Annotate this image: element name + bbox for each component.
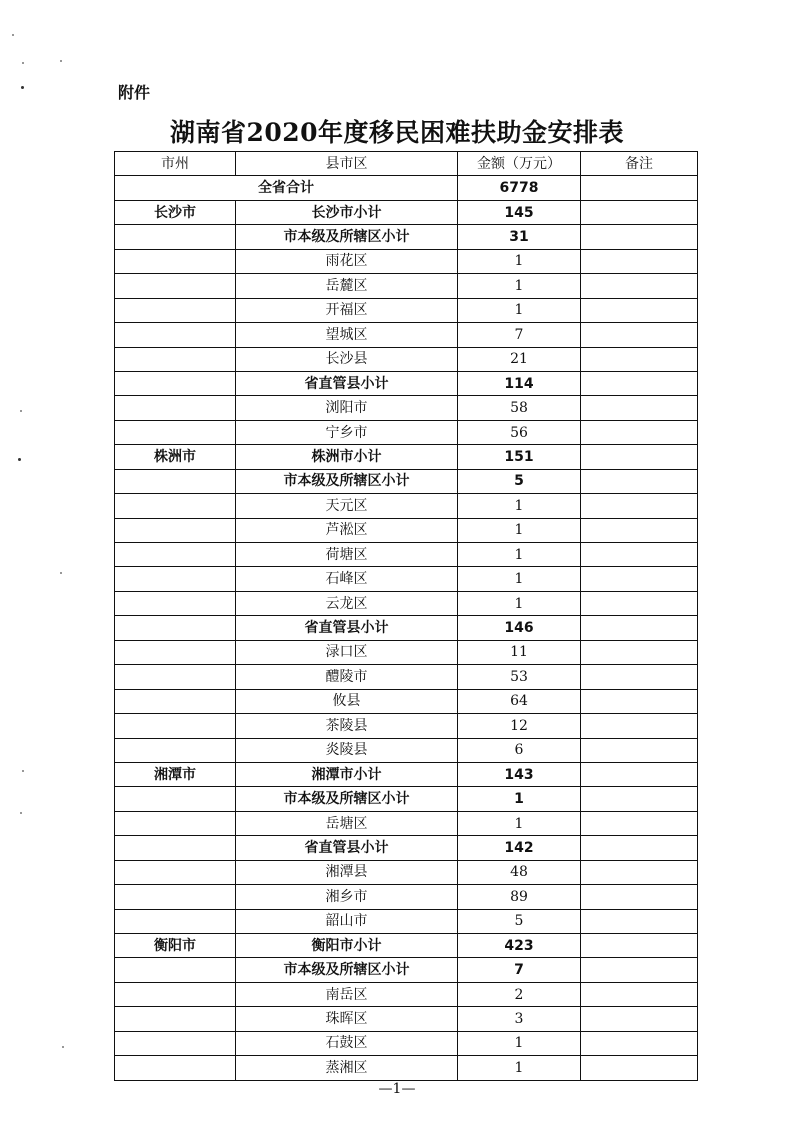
county-cell: 市本级及所辖区小计 (236, 225, 458, 249)
city-cell (115, 347, 236, 371)
scan-speck (12, 34, 14, 36)
county-cell: 湘潭市小计 (236, 762, 458, 786)
amount-cell: 3 (458, 1007, 581, 1031)
note-cell (581, 274, 698, 298)
note-cell (581, 371, 698, 395)
table-row (115, 738, 698, 762)
amount-cell: 6 (458, 738, 581, 762)
amount-cell: 89 (458, 885, 581, 909)
county-cell: 南岳区 (236, 982, 458, 1006)
city-cell: 长沙市 (115, 200, 236, 224)
county-cell: 荷塘区 (236, 543, 458, 567)
amount-cell: 5 (458, 909, 581, 933)
county-cell: 蒸湘区 (236, 1056, 458, 1080)
table-row (115, 225, 698, 249)
note-cell (581, 982, 698, 1006)
city-cell (115, 420, 236, 444)
city-cell (115, 885, 236, 909)
note-cell (581, 958, 698, 982)
table-row (115, 249, 698, 273)
table-row (115, 934, 698, 958)
amount-cell: 1 (458, 518, 581, 542)
note-cell (581, 347, 698, 371)
header-city: 市州 (115, 152, 236, 176)
note-cell (581, 249, 698, 273)
table-row (115, 298, 698, 322)
county-cell: 宁乡市 (236, 420, 458, 444)
scan-speck (20, 812, 22, 814)
note-cell (581, 738, 698, 762)
city-cell (115, 371, 236, 395)
amount-cell: 1 (458, 787, 581, 811)
table-row (115, 1007, 698, 1031)
county-cell: 望城区 (236, 323, 458, 347)
city-cell (115, 787, 236, 811)
city-cell (115, 543, 236, 567)
header-amount: 金额（万元） (458, 152, 581, 176)
county-cell: 韶山市 (236, 909, 458, 933)
county-cell: 长沙市小计 (236, 200, 458, 224)
city-cell (115, 982, 236, 1006)
scan-speck (22, 62, 24, 64)
note-cell (581, 1056, 698, 1080)
amount-cell: 143 (458, 762, 581, 786)
county-cell: 岳塘区 (236, 811, 458, 835)
note-cell (581, 518, 698, 542)
table-row (115, 762, 698, 786)
amount-cell: 1 (458, 494, 581, 518)
amount-cell: 58 (458, 396, 581, 420)
city-cell (115, 689, 236, 713)
county-cell: 衡阳市小计 (236, 934, 458, 958)
county-cell: 浏阳市 (236, 396, 458, 420)
total-row (115, 176, 698, 200)
amount-cell: 53 (458, 665, 581, 689)
table-row (115, 665, 698, 689)
amount-cell: 31 (458, 225, 581, 249)
table-row (115, 836, 698, 860)
note-cell (581, 714, 698, 738)
county-cell: 炎陵县 (236, 738, 458, 762)
county-cell: 省直管县小计 (236, 371, 458, 395)
city-cell: 株洲市 (115, 445, 236, 469)
table-row (115, 982, 698, 1006)
table-row (115, 518, 698, 542)
county-cell: 岳麓区 (236, 274, 458, 298)
amount-cell: 114 (458, 371, 581, 395)
county-cell: 渌口区 (236, 640, 458, 664)
county-cell: 湘乡市 (236, 885, 458, 909)
scan-speck (20, 410, 22, 412)
amount-cell: 11 (458, 640, 581, 664)
city-cell (115, 469, 236, 493)
note-cell (581, 836, 698, 860)
header-note: 备注 (581, 152, 698, 176)
attachment-label: 附件 (118, 83, 151, 102)
county-cell: 株洲市小计 (236, 445, 458, 469)
amount-cell: 48 (458, 860, 581, 884)
city-cell (115, 836, 236, 860)
county-cell: 攸县 (236, 689, 458, 713)
amount-cell: 56 (458, 420, 581, 444)
table-row (115, 591, 698, 615)
county-cell: 湘潭县 (236, 860, 458, 884)
city-cell (115, 811, 236, 835)
city-cell: 衡阳市 (115, 934, 236, 958)
table-row (115, 347, 698, 371)
table-row (115, 787, 698, 811)
amount-cell: 142 (458, 836, 581, 860)
amount-cell: 1 (458, 591, 581, 615)
table-row (115, 543, 698, 567)
note-cell (581, 787, 698, 811)
amount-cell: 21 (458, 347, 581, 371)
note-cell (581, 323, 698, 347)
county-cell: 市本级及所辖区小计 (236, 958, 458, 982)
city-cell (115, 225, 236, 249)
amount-cell: 151 (458, 445, 581, 469)
table-row (115, 420, 698, 444)
city-cell (115, 518, 236, 542)
city-cell (115, 909, 236, 933)
table-row (115, 689, 698, 713)
note-cell (581, 616, 698, 640)
scan-speck (60, 572, 62, 574)
table-row (115, 885, 698, 909)
city-cell (115, 640, 236, 664)
city-cell (115, 860, 236, 884)
scan-speck (22, 770, 24, 772)
county-cell: 珠晖区 (236, 1007, 458, 1031)
document-title: 湖南省2020年度移民困难扶助金安排表 (169, 118, 625, 147)
table-row (115, 274, 698, 298)
amount-cell: 7 (458, 323, 581, 347)
county-cell: 天元区 (236, 494, 458, 518)
table-row (115, 445, 698, 469)
scan-speck (18, 458, 21, 461)
note-cell (581, 1007, 698, 1031)
table-row (115, 371, 698, 395)
city-cell (115, 591, 236, 615)
county-cell: 省直管县小计 (236, 836, 458, 860)
amount-cell: 423 (458, 934, 581, 958)
note-cell (581, 494, 698, 518)
note-cell (581, 543, 698, 567)
table-row (115, 200, 698, 224)
amount-cell: 1 (458, 543, 581, 567)
total-note (581, 176, 698, 200)
table-row (115, 1031, 698, 1055)
note-cell (581, 762, 698, 786)
table-row (115, 567, 698, 591)
amount-cell: 145 (458, 200, 581, 224)
county-cell: 雨花区 (236, 249, 458, 273)
county-cell: 开福区 (236, 298, 458, 322)
county-cell: 芦淞区 (236, 518, 458, 542)
table-row (115, 811, 698, 835)
county-cell: 石鼓区 (236, 1031, 458, 1055)
city-cell: 湘潭市 (115, 762, 236, 786)
amount-cell: 7 (458, 958, 581, 982)
table-row (115, 958, 698, 982)
county-cell: 市本级及所辖区小计 (236, 787, 458, 811)
amount-cell: 2 (458, 982, 581, 1006)
note-cell (581, 665, 698, 689)
table-row (115, 1056, 698, 1080)
city-cell (115, 249, 236, 273)
note-cell (581, 225, 698, 249)
table-row (115, 909, 698, 933)
amount-cell: 1 (458, 298, 581, 322)
note-cell (581, 689, 698, 713)
county-cell: 石峰区 (236, 567, 458, 591)
page-number: —1— (378, 1081, 416, 1097)
amount-cell: 1 (458, 567, 581, 591)
county-cell: 茶陵县 (236, 714, 458, 738)
city-cell (115, 1031, 236, 1055)
city-cell (115, 738, 236, 762)
note-cell (581, 420, 698, 444)
table-row (115, 640, 698, 664)
county-cell: 市本级及所辖区小计 (236, 469, 458, 493)
city-cell (115, 714, 236, 738)
note-cell (581, 811, 698, 835)
note-cell (581, 567, 698, 591)
note-cell (581, 885, 698, 909)
total-label: 全省合计 (115, 176, 458, 200)
note-cell (581, 640, 698, 664)
city-cell (115, 665, 236, 689)
city-cell (115, 274, 236, 298)
county-cell: 醴陵市 (236, 665, 458, 689)
city-cell (115, 494, 236, 518)
city-cell (115, 567, 236, 591)
table-row (115, 616, 698, 640)
note-cell (581, 591, 698, 615)
scan-speck (60, 60, 62, 62)
county-cell: 长沙县 (236, 347, 458, 371)
allocation-table (114, 151, 698, 1081)
table-row (115, 469, 698, 493)
scan-speck (21, 86, 24, 89)
city-cell (115, 616, 236, 640)
county-cell: 云龙区 (236, 591, 458, 615)
amount-cell: 1 (458, 249, 581, 273)
amount-cell: 5 (458, 469, 581, 493)
amount-cell: 12 (458, 714, 581, 738)
amount-cell: 1 (458, 811, 581, 835)
amount-cell: 64 (458, 689, 581, 713)
county-cell: 省直管县小计 (236, 616, 458, 640)
city-cell (115, 958, 236, 982)
note-cell (581, 445, 698, 469)
header-county: 县市区 (236, 152, 458, 176)
city-cell (115, 298, 236, 322)
city-cell (115, 396, 236, 420)
amount-cell: 1 (458, 274, 581, 298)
amount-cell: 146 (458, 616, 581, 640)
note-cell (581, 298, 698, 322)
amount-cell: 1 (458, 1031, 581, 1055)
table-row (115, 323, 698, 347)
amount-cell: 1 (458, 1056, 581, 1080)
note-cell (581, 1031, 698, 1055)
note-cell (581, 200, 698, 224)
city-cell (115, 323, 236, 347)
table-row (115, 396, 698, 420)
table-row (115, 860, 698, 884)
city-cell (115, 1007, 236, 1031)
table-header-row (115, 152, 698, 176)
note-cell (581, 909, 698, 933)
note-cell (581, 860, 698, 884)
table-row (115, 714, 698, 738)
scan-speck (62, 1046, 64, 1048)
note-cell (581, 396, 698, 420)
note-cell (581, 469, 698, 493)
table-row (115, 494, 698, 518)
total-amount: 6778 (458, 176, 581, 200)
city-cell (115, 1056, 236, 1080)
note-cell (581, 934, 698, 958)
